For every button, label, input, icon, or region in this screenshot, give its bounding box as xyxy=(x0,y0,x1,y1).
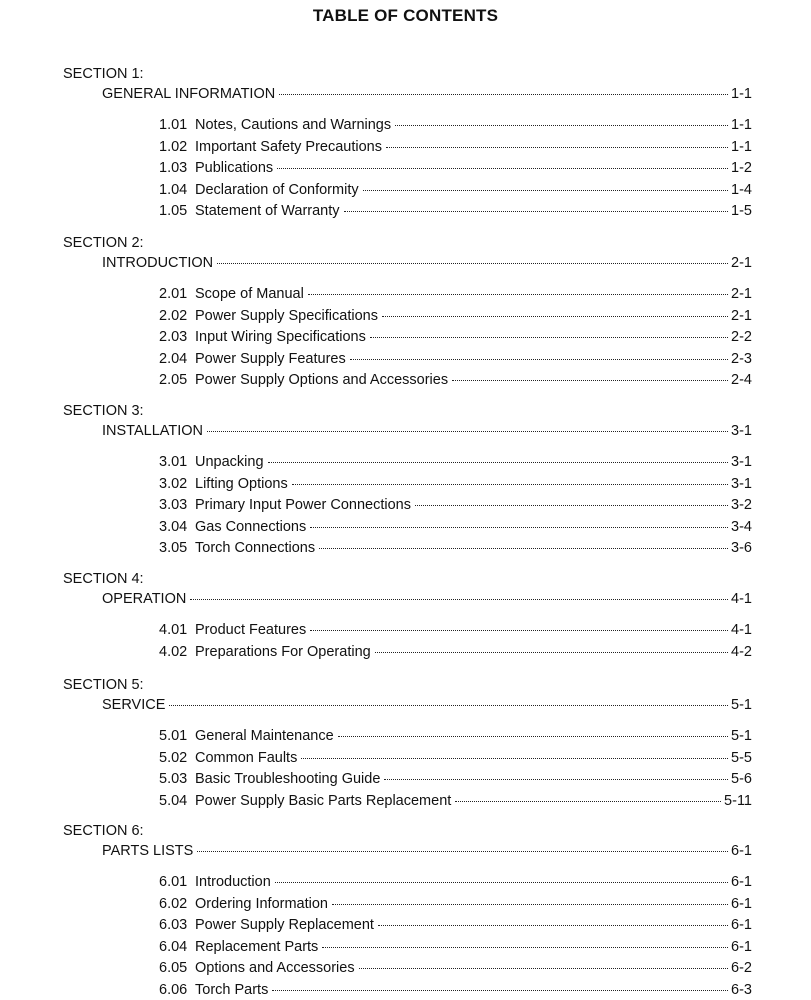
entry-number: 6.05 xyxy=(159,960,188,976)
entry-title: Preparations For Operating xyxy=(195,643,371,660)
section-label: SECTION 2: xyxy=(63,235,144,251)
entry-title: Statement of Warranty xyxy=(195,203,340,219)
entry-number: 3.04 xyxy=(159,518,188,535)
page-number: 5-6 xyxy=(731,771,752,787)
entry-number: 1.05 xyxy=(159,203,188,219)
section-heading: PARTS LISTS xyxy=(102,843,194,859)
dot-leader xyxy=(197,851,728,852)
dot-leader xyxy=(308,294,728,295)
dot-leader xyxy=(310,527,728,528)
page-number: 6-1 xyxy=(731,874,752,890)
page-number: 2-1 xyxy=(731,286,752,302)
entry-number: 3.03 xyxy=(159,497,188,513)
entry-number: 5.03 xyxy=(159,771,188,787)
page-title: TABLE OF CONTENTS xyxy=(312,6,499,25)
toc-entry[interactable] xyxy=(159,621,752,639)
toc-entry[interactable] xyxy=(159,539,752,557)
page-number: 3-2 xyxy=(731,497,752,513)
dot-leader xyxy=(375,652,728,653)
toc-entry[interactable] xyxy=(159,475,752,493)
entry-number: 1.02 xyxy=(159,138,188,155)
dot-leader xyxy=(359,968,728,969)
page-number: 2-1 xyxy=(731,307,752,324)
entry-number: 2.05 xyxy=(159,372,188,388)
section-label: SECTION 6: xyxy=(63,823,144,839)
page-number: 1-1 xyxy=(731,138,752,155)
toc-entry[interactable] xyxy=(159,643,752,661)
dot-leader xyxy=(301,758,728,759)
entry-title: Ordering Information xyxy=(195,895,328,912)
entry-title: Publications xyxy=(195,160,274,176)
dot-leader xyxy=(338,736,728,737)
dot-leader xyxy=(332,904,728,905)
toc-entry[interactable] xyxy=(159,371,752,389)
entry-number: 1.01 xyxy=(159,117,188,133)
toc-entry[interactable] xyxy=(159,350,752,368)
entry-title: Common Faults xyxy=(195,749,298,766)
page-number: 3-6 xyxy=(731,540,752,556)
section-label: SECTION 4: xyxy=(63,571,144,587)
page-number: 6-1 xyxy=(731,938,752,955)
toc-entry[interactable] xyxy=(159,727,752,745)
page-number: 2-1 xyxy=(731,255,752,271)
dot-leader xyxy=(384,779,728,780)
page-number: 5-5 xyxy=(731,749,752,766)
page-number: 5-1 xyxy=(731,728,752,744)
entry-number: 1.04 xyxy=(159,181,188,198)
entry-title: Options and Accessories xyxy=(195,960,355,976)
entry-number: 1.03 xyxy=(159,160,188,176)
dot-leader xyxy=(455,801,721,802)
page-number: 1-1 xyxy=(731,86,752,102)
toc-entry[interactable] xyxy=(159,895,752,913)
dot-leader xyxy=(322,947,728,948)
entry-title: Lifting Options xyxy=(195,475,288,492)
page-number: 5-11 xyxy=(724,792,752,809)
section-heading-entry[interactable] xyxy=(102,590,752,608)
page-number: 6-2 xyxy=(731,960,752,976)
dot-leader xyxy=(319,548,728,549)
entry-number: 5.04 xyxy=(159,792,188,809)
entry-title: Torch Parts xyxy=(195,981,269,998)
entry-number: 6.04 xyxy=(159,938,188,955)
entry-title: Power Supply Basic Parts Replacement xyxy=(195,792,452,809)
toc-entry[interactable] xyxy=(159,496,752,514)
toc-entry[interactable] xyxy=(159,453,752,471)
section-heading: SERVICE xyxy=(102,697,166,713)
dot-leader xyxy=(217,263,728,264)
dot-leader xyxy=(277,168,728,169)
entry-title: Important Safety Precautions xyxy=(195,138,382,155)
toc-entry[interactable] xyxy=(159,307,752,325)
section-label: SECTION 1: xyxy=(63,66,144,82)
dot-leader xyxy=(415,505,728,506)
entry-number: 2.04 xyxy=(159,350,188,367)
page-number: 4-2 xyxy=(731,643,752,660)
page-number: 4-1 xyxy=(731,591,752,607)
toc-entry[interactable] xyxy=(159,202,752,220)
entry-number: 3.01 xyxy=(159,454,188,470)
page-number: 6-1 xyxy=(731,895,752,912)
entry-title: Gas Connections xyxy=(195,518,307,535)
dot-leader xyxy=(169,705,728,706)
section-heading: INSTALLATION xyxy=(102,423,203,439)
page-number: 3-1 xyxy=(731,454,752,470)
dot-leader xyxy=(344,211,729,212)
dot-leader xyxy=(370,337,728,338)
page-number: 6-3 xyxy=(731,981,752,998)
section-heading: INTRODUCTION xyxy=(102,255,214,271)
entry-title: Power Supply Options and Accessories xyxy=(195,372,449,388)
section-heading-entry[interactable] xyxy=(102,842,752,860)
entry-title: General Maintenance xyxy=(195,728,334,744)
dot-leader xyxy=(310,630,728,631)
page-number: 6-1 xyxy=(731,917,752,933)
dot-leader xyxy=(386,147,728,148)
toc-entry[interactable] xyxy=(159,770,752,788)
entry-number: 6.06 xyxy=(159,981,188,998)
dot-leader xyxy=(268,462,729,463)
toc-entry[interactable] xyxy=(159,792,752,810)
dot-leader xyxy=(292,484,728,485)
section-heading-entry[interactable] xyxy=(102,422,752,440)
toc-entry[interactable] xyxy=(159,749,752,767)
toc-entry[interactable] xyxy=(159,116,752,134)
dot-leader xyxy=(190,599,728,600)
entry-title: Input Wiring Specifications xyxy=(195,329,366,345)
entry-number: 2.02 xyxy=(159,307,188,324)
entry-title: Unpacking xyxy=(195,454,264,470)
section-heading: GENERAL INFORMATION xyxy=(102,86,276,102)
entry-number: 3.02 xyxy=(159,475,188,492)
section-label: SECTION 5: xyxy=(63,677,144,693)
dot-leader xyxy=(207,431,728,432)
dot-leader xyxy=(275,882,728,883)
toc-entry[interactable] xyxy=(159,518,752,536)
entry-title: Notes, Cautions and Warnings xyxy=(195,117,392,133)
entry-title: Product Features xyxy=(195,622,307,638)
dot-leader xyxy=(378,925,728,926)
entry-number: 4.02 xyxy=(159,643,188,660)
entry-number: 6.03 xyxy=(159,917,188,933)
page-number: 2-4 xyxy=(731,372,752,388)
section-heading-entry[interactable] xyxy=(102,696,752,714)
dot-leader xyxy=(452,380,728,381)
entry-number: 6.02 xyxy=(159,895,188,912)
entry-number: 2.03 xyxy=(159,329,188,345)
page-number: 3-4 xyxy=(731,518,752,535)
entry-number: 2.01 xyxy=(159,286,188,302)
section-heading-entry[interactable] xyxy=(102,85,752,103)
page-number: 1-5 xyxy=(731,203,752,219)
page-number: 3-1 xyxy=(731,475,752,492)
toc-entry[interactable] xyxy=(159,981,752,999)
page-number: 2-2 xyxy=(731,329,752,345)
entry-number: 5.01 xyxy=(159,728,188,744)
toc-entry[interactable] xyxy=(159,285,752,303)
dot-leader xyxy=(395,125,728,126)
page-number: 1-1 xyxy=(731,117,752,133)
section-heading: OPERATION xyxy=(102,591,187,607)
page-number: 4-1 xyxy=(731,622,752,638)
entry-title: Power Supply Features xyxy=(195,350,346,367)
page-number: 2-3 xyxy=(731,350,752,367)
dot-leader xyxy=(350,359,728,360)
entry-title: Declaration of Conformity xyxy=(195,181,359,198)
page-number: 1-2 xyxy=(731,160,752,176)
dot-leader xyxy=(363,190,728,191)
entry-title: Scope of Manual xyxy=(195,286,304,302)
entry-title: Power Supply Specifications xyxy=(195,307,378,324)
toc-entry[interactable] xyxy=(159,181,752,199)
page-number: 6-1 xyxy=(731,843,752,859)
entry-title: Torch Connections xyxy=(195,540,316,556)
toc-entry[interactable] xyxy=(159,959,752,977)
entry-title: Power Supply Replacement xyxy=(195,917,374,933)
entry-title: Replacement Parts xyxy=(195,938,319,955)
entry-number: 4.01 xyxy=(159,622,188,638)
toc-entry[interactable] xyxy=(159,328,752,346)
toc-entry[interactable] xyxy=(159,138,752,156)
entry-title: Basic Troubleshooting Guide xyxy=(195,771,381,787)
toc-entry[interactable] xyxy=(159,938,752,956)
entry-number: 3.05 xyxy=(159,540,188,556)
dot-leader xyxy=(279,94,728,95)
entry-title: Primary Input Power Connections xyxy=(195,497,411,513)
entry-number: 6.01 xyxy=(159,874,188,890)
page-number: 1-4 xyxy=(731,181,752,198)
section-label: SECTION 3: xyxy=(63,403,144,419)
page-number: 3-1 xyxy=(731,423,752,439)
toc-entry[interactable] xyxy=(159,159,752,177)
entry-title: Introduction xyxy=(195,874,271,890)
section-heading-entry[interactable] xyxy=(102,254,752,272)
dot-leader xyxy=(382,316,728,317)
entry-number: 5.02 xyxy=(159,749,188,766)
toc-entry[interactable] xyxy=(159,873,752,891)
dot-leader xyxy=(272,990,728,991)
toc-entry[interactable] xyxy=(159,916,752,934)
page-number: 5-1 xyxy=(731,697,752,713)
